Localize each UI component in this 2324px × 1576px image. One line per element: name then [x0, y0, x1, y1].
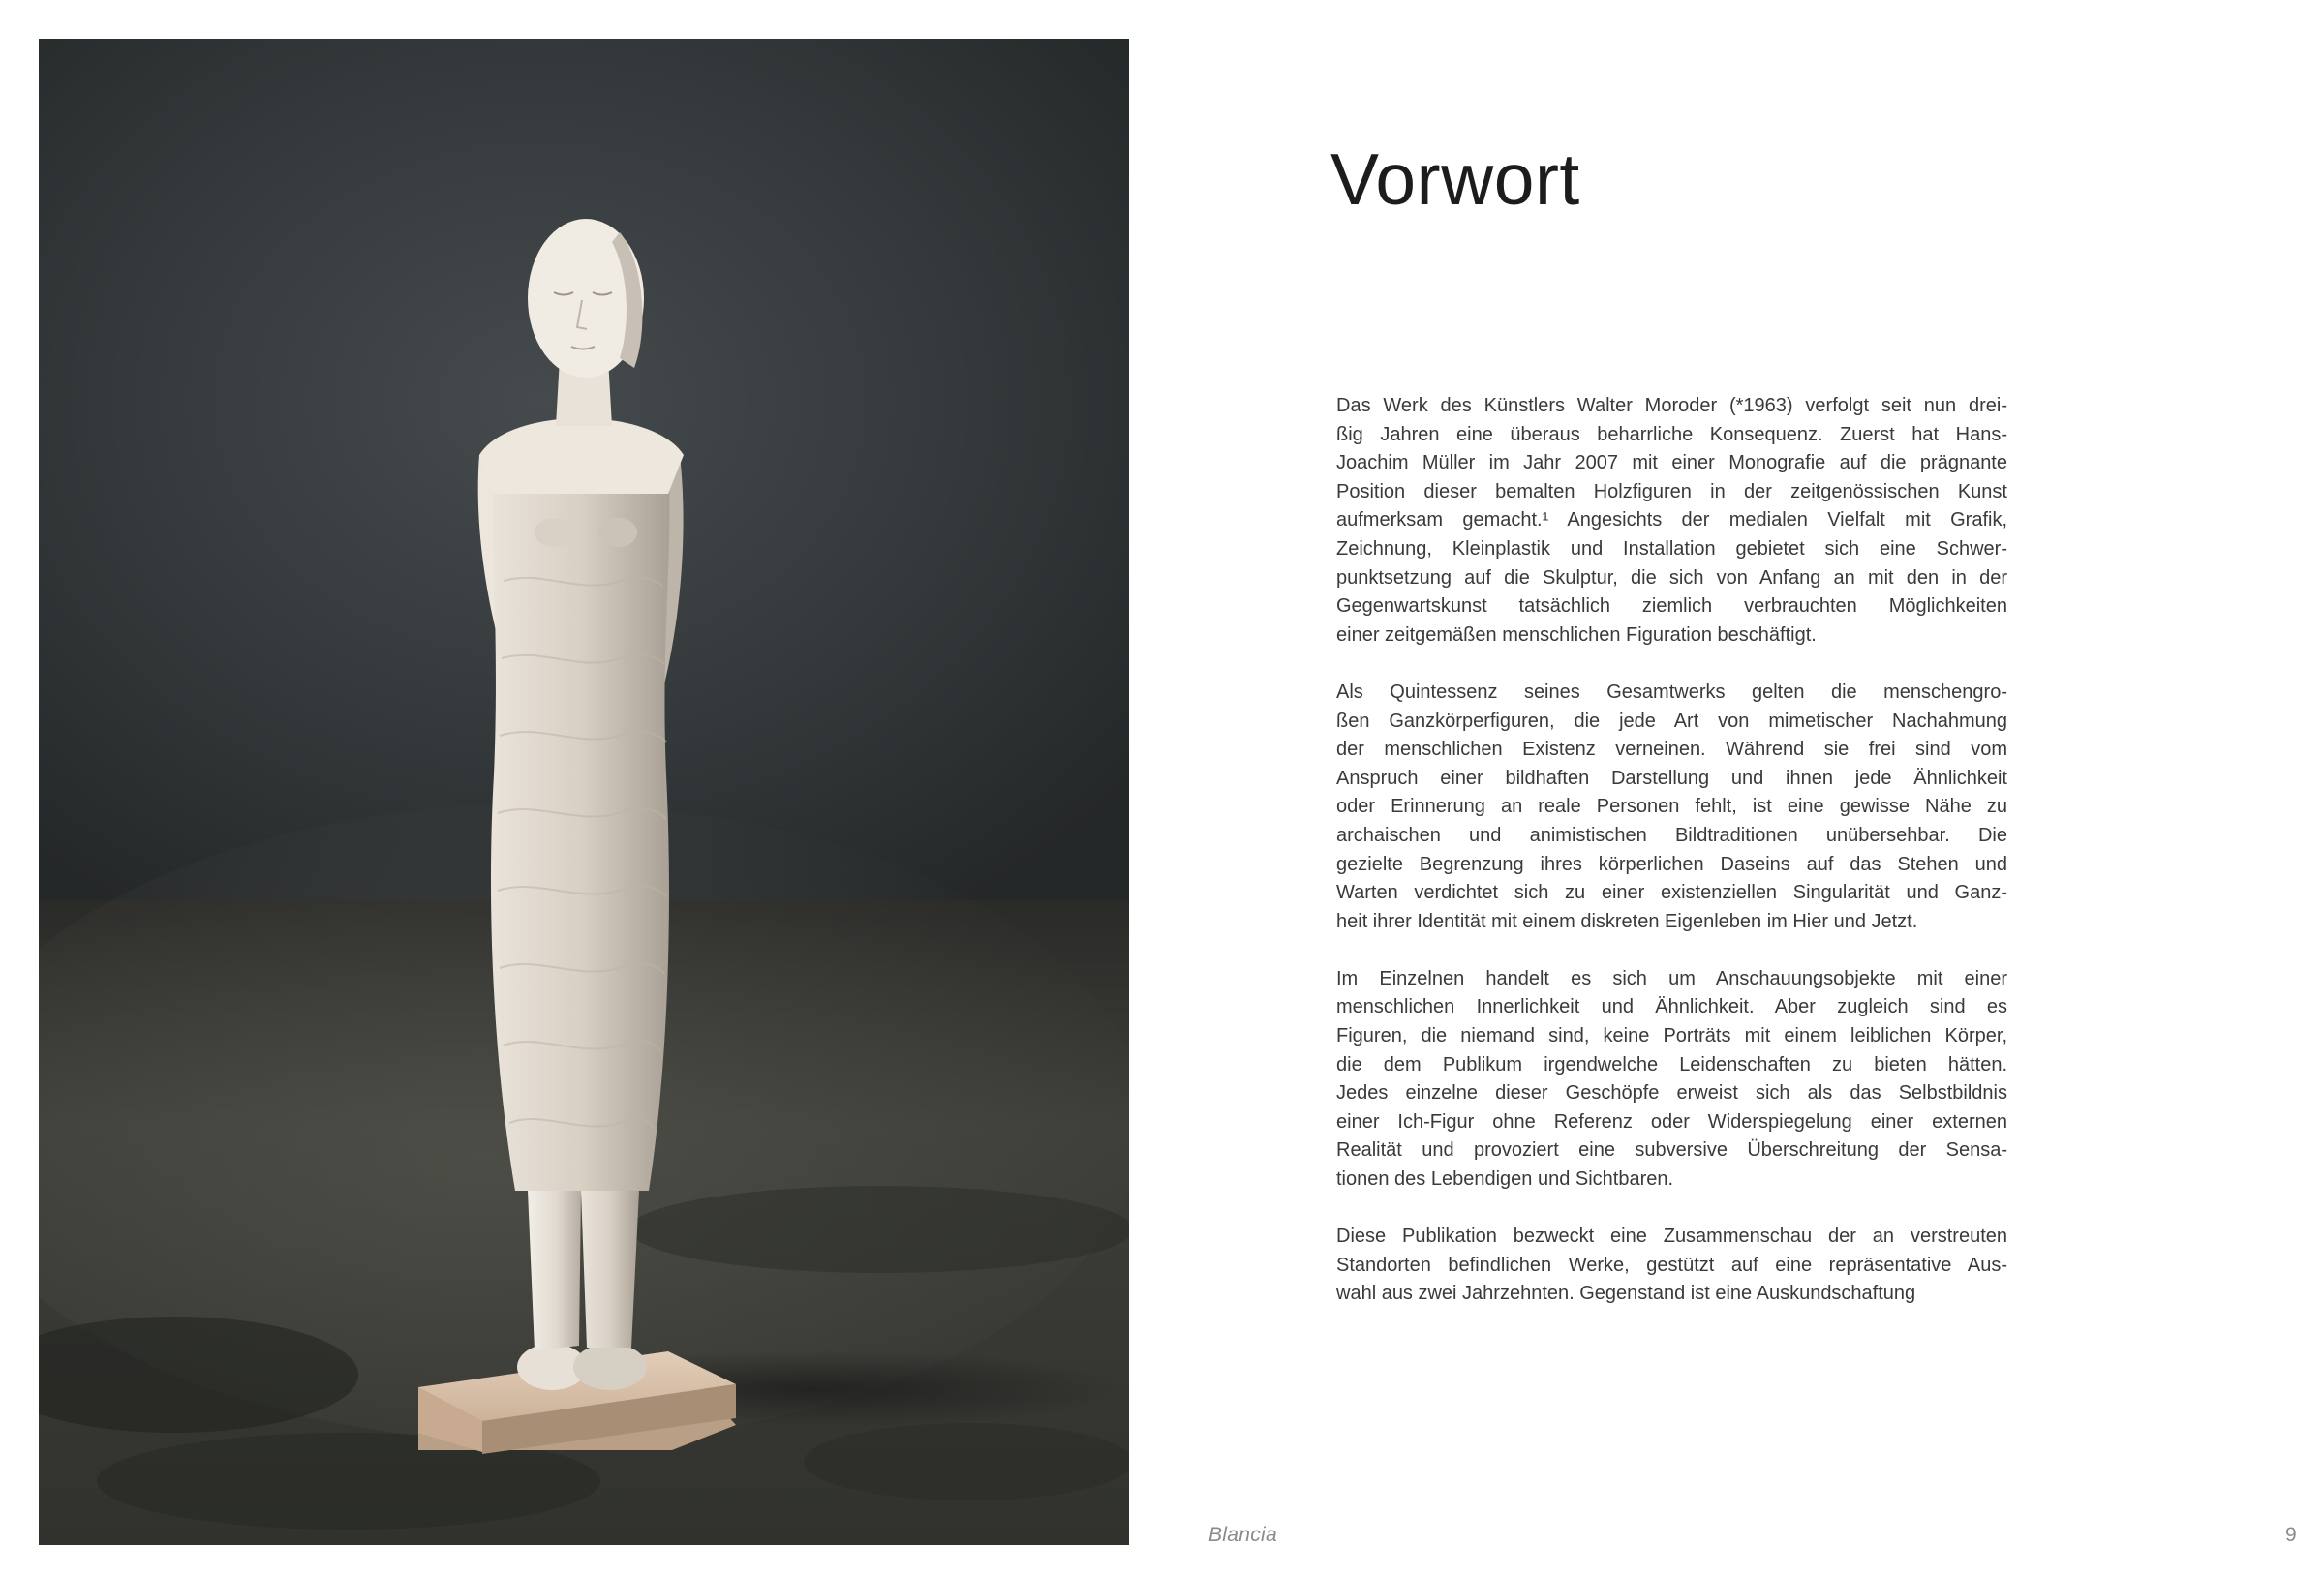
foreword-body: [1336, 392, 2007, 1338]
text-line: wahl aus zwei Jahrzehnten. Gegenstand ist eine Auskundschaftung: [1336, 1283, 1916, 1305]
text-line: gezielte Begrenzung ihres körperlichen Daseins auf das Stehen und: [1336, 853, 2007, 875]
text-line: menschlichen Innerlichkeit und Ähnlichkeit. Aber zugleich sind es: [1336, 996, 2007, 1018]
text-line: heit ihrer Identität mit einem diskreten Eigenleben im Hier und Jetzt.: [1336, 910, 1918, 932]
text-line: Im Einzelnen handelt es sich um Anschauungsobjekte mit einer: [1336, 967, 2007, 989]
text-line: einer Ich-Figur ohne Referenz oder Widerspiegelung einer externen: [1336, 1110, 2007, 1133]
text-line: Anspruch einer bildhaften Darstellung und ihnen jede Ähnlichkeit: [1336, 767, 2007, 789]
paragraph: [1336, 965, 2007, 1195]
text-line: punktsetzung auf die Skulptur, die sich von Anfang an mit den in der: [1336, 566, 2007, 589]
text-line: Position dieser bemalten Holzfiguren in der zeitgenössischen Kunst: [1336, 480, 2007, 502]
text-line: archaischen und animistischen Bildtraditionen unübersehbar. Die: [1336, 824, 2007, 846]
text-line: Zeichnung, Kleinplastik und Installation gebietet sich eine Schwer-: [1336, 537, 2007, 560]
paragraph: [1336, 392, 2007, 650]
photo-caption: Blancia: [1208, 1524, 1277, 1546]
text-line: Warten verdichtet sich zu einer existenziellen Singularität und Ganz-: [1336, 882, 2007, 904]
text-line: einer zeitgemäßen menschlichen Figuration beschäftigt.: [1336, 623, 1817, 646]
text-line: Gegenwartskunst tatsächlich ziemlich verbrauchten Möglichkeiten: [1336, 595, 2007, 618]
paragraph: [1336, 679, 2007, 936]
statue-icon: [39, 39, 1129, 1545]
text-line: Jedes einzelne dieser Geschöpfe erweist sich als das Selbstbildnis: [1336, 1082, 2007, 1105]
text-line: aufmerksam gemacht.¹ Angesichts der medialen Vielfalt mit Grafik,: [1336, 509, 2007, 531]
text-line: Als Quintessenz seines Gesamtwerks gelten die menschengro-: [1336, 681, 2007, 703]
text-line: tionen des Lebendigen und Sichtbaren.: [1336, 1168, 1674, 1191]
page-title: Vorwort: [1330, 138, 1580, 220]
text-line: Joachim Müller im Jahr 2007 mit einer Monografie auf die prägnante: [1336, 452, 2007, 474]
paragraph: [1336, 1223, 2007, 1309]
text-line: ßig Jahren eine überaus beharrliche Konsequenz. Zuerst hat Hans-: [1336, 423, 2007, 445]
text-line: Realität und provoziert eine subversive Überschreitung der Sensa-: [1336, 1139, 2007, 1162]
sculpture-photo: [39, 39, 1129, 1545]
text-line: oder Erinnerung an reale Personen fehlt, ist eine gewisse Nähe zu: [1336, 796, 2007, 818]
text-line: ßen Ganzkörperfiguren, die jede Art von mimetischer Nachahmung: [1336, 710, 2007, 732]
text-line: Das Werk des Künstlers Walter Moroder (*1963) verfolgt seit nun drei-: [1336, 395, 2007, 416]
text-line: Figuren, die niemand sind, keine Porträts mit einem leiblichen Körper,: [1336, 1025, 2007, 1047]
text-line: Diese Publikation bezweckt eine Zusammenschau der an verstreuten: [1336, 1226, 2007, 1248]
text-line: Standorten befindlichen Werke, gestützt auf eine repräsentative Aus-: [1336, 1254, 2007, 1276]
text-line: der menschlichen Existenz verneinen. Während sie frei sind vom: [1336, 739, 2007, 761]
text-line: die dem Publikum irgendwelche Leidenschaften zu bieten hätten.: [1336, 1053, 2007, 1076]
page-number: 9: [2285, 1524, 2297, 1546]
